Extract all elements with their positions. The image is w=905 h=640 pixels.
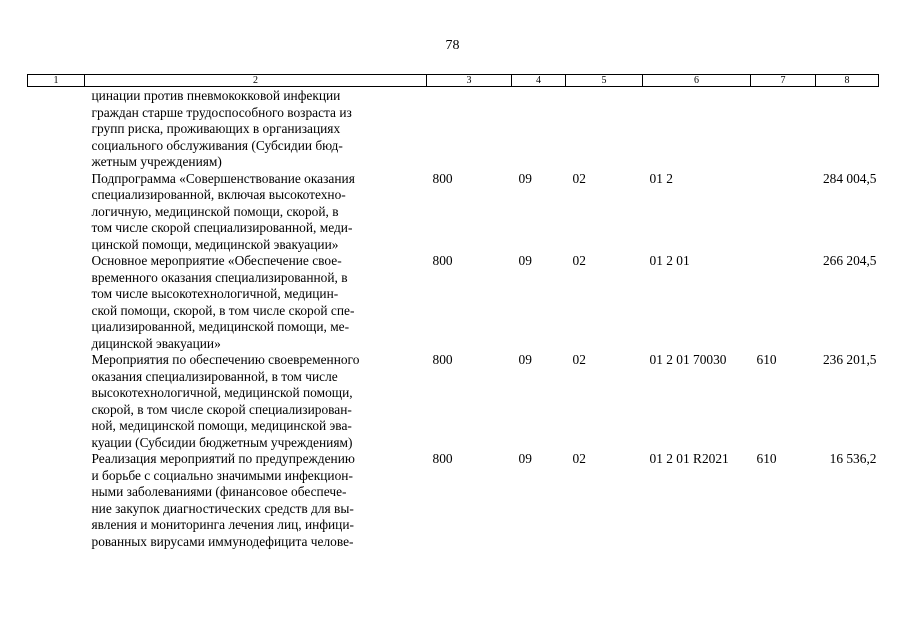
target-article-cell: 01 2 01 70030 xyxy=(649,352,727,367)
item-name-line: ной, медицинской помощи, медицинской эва- xyxy=(91,418,352,433)
expense-type-cell: 610 xyxy=(756,352,777,367)
table-row xyxy=(28,352,879,451)
column-header: 2 xyxy=(85,75,427,87)
page-number: 78 xyxy=(445,38,460,53)
ministry-code-cell: 800 xyxy=(432,352,453,367)
item-name-line: и борьбе с социально значимыми инфекцион- xyxy=(91,467,353,483)
subsection-code-cell: 02 xyxy=(572,352,586,367)
expense-type-cell xyxy=(751,87,816,171)
column-header: 1 xyxy=(28,75,85,87)
ministry-code-cell xyxy=(427,87,512,171)
table-header-row xyxy=(28,75,879,87)
column-header: 7 xyxy=(751,75,816,87)
item-name-line: Реализация мероприятий по предупреждению xyxy=(91,451,355,466)
column-header: 5 xyxy=(566,75,643,87)
item-name-line: ние закупок диагностических средств для вы- xyxy=(91,500,354,516)
table-row xyxy=(28,87,879,171)
amount-cell: 284 004,5 xyxy=(822,170,877,186)
ministry-code-cell: 800 xyxy=(432,253,453,268)
item-name-line: специализированной, включая высокотехно- xyxy=(91,187,346,202)
item-name-line: том числе скорой специализированной, меди- xyxy=(91,220,353,235)
item-name-line: цинации против пневмококковой инфекции xyxy=(91,88,341,103)
amount-cell: 16 536,2 xyxy=(829,451,877,466)
row-number-cell xyxy=(28,253,85,352)
amount-cell: 266 204,5 xyxy=(822,253,877,268)
budget-table xyxy=(27,74,879,550)
subsection-code-cell xyxy=(566,87,643,171)
item-name-line: рованных вирусами иммунодефицита челове- xyxy=(91,533,354,549)
item-name-line: куации (Субсидии бюджетным учреждениям) xyxy=(91,434,353,450)
amount-cell: 236 201,5 xyxy=(822,352,877,367)
amount-cell xyxy=(816,87,879,171)
item-name-line: циализированной, медицинской помощи, ме- xyxy=(91,319,350,334)
table-row xyxy=(28,253,879,352)
table-row xyxy=(28,171,879,254)
item-name-line: ской помощи, скорой, в том числе скорой спе- xyxy=(91,302,355,318)
subsection-code-cell: 02 xyxy=(572,170,586,186)
subsection-code-cell: 02 xyxy=(572,253,586,268)
target-article-cell: 01 2 01 R2021 xyxy=(649,451,729,466)
subsection-code-cell: 02 xyxy=(572,451,586,466)
item-name-line: ными заболеваниями (финансовое обеспече- xyxy=(91,484,347,499)
item-name-line: дицинской эвакуации» xyxy=(91,335,221,351)
item-name-line: Подпрограмма «Совершенствование оказания xyxy=(91,170,355,186)
item-name-line: социального обслуживания (Субсидии бюд- xyxy=(91,137,343,153)
column-header: 8 xyxy=(816,75,879,87)
target-article-cell: 01 2 01 xyxy=(649,253,690,268)
row-number-cell xyxy=(28,171,85,254)
target-article-cell: 01 2 xyxy=(649,170,673,186)
table-row xyxy=(28,451,879,550)
item-name-line: высокотехнологичной, медицинской помощи, xyxy=(91,385,353,400)
column-header: 3 xyxy=(427,75,512,87)
item-name-line: жетным учреждениям) xyxy=(91,154,222,169)
item-name-cell xyxy=(85,171,427,254)
item-name-cell xyxy=(85,352,427,451)
row-number-cell xyxy=(28,451,85,550)
expense-type-cell: 610 xyxy=(756,451,777,466)
item-name-cell xyxy=(85,451,427,550)
section-code-cell: 09 xyxy=(518,451,532,466)
column-header: 6 xyxy=(643,75,751,87)
item-name-line: групп риска, проживающих в организациях xyxy=(91,121,341,136)
item-name-line: логичную, медицинской помощи, скорой, в xyxy=(91,203,339,219)
item-name-line: Мероприятия по обеспечению своевременного xyxy=(91,352,360,367)
section-code-cell xyxy=(512,87,566,171)
item-name-line: явления и мониторинга лечения лиц, инфици- xyxy=(91,517,354,532)
ministry-code-cell: 800 xyxy=(432,170,453,186)
item-name-line: цинской помощи, медицинской эвакуации» xyxy=(91,236,339,252)
item-name-line: скорой, в том числе скорой специализирован- xyxy=(91,401,352,417)
ministry-code-cell: 800 xyxy=(432,451,453,466)
row-number-cell xyxy=(28,87,85,171)
section-code-cell: 09 xyxy=(518,352,532,367)
item-name-line: том числе высокотехнологичной, медицин- xyxy=(91,286,339,301)
item-name-line: временного оказания специализированной, в xyxy=(91,269,348,285)
item-name-line: граждан старше трудоспособного возраста из xyxy=(91,104,352,120)
column-header: 4 xyxy=(512,75,566,87)
expense-type-cell xyxy=(751,171,816,254)
item-name-cell xyxy=(85,87,427,171)
item-name-line: оказания специализированной, в том числе xyxy=(91,368,338,384)
expense-type-cell xyxy=(751,253,816,352)
item-name-line: Основное мероприятие «Обеспечение свое- xyxy=(91,253,342,268)
target-article-cell xyxy=(643,87,751,171)
section-code-cell: 09 xyxy=(518,253,532,268)
item-name-cell xyxy=(85,253,427,352)
section-code-cell: 09 xyxy=(518,170,532,186)
row-number-cell xyxy=(28,352,85,451)
